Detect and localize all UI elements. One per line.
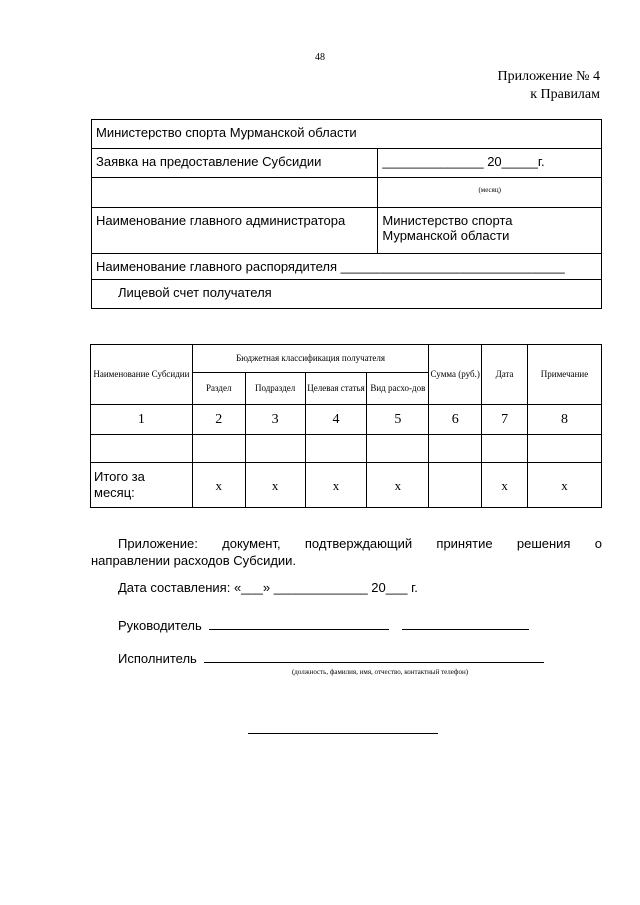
- attachment-line2: направлении расходов Субсидии.: [91, 553, 297, 568]
- attachment-paragraph: [91, 535, 602, 569]
- attachment-line1: Приложение: документ, подтверждающий принятие решения о: [118, 536, 602, 551]
- col-sum-header: Сумма (руб.): [429, 345, 482, 405]
- executor-underline: [204, 650, 544, 663]
- data-table: [90, 344, 602, 508]
- column-number: 7: [482, 405, 528, 435]
- total-mark: х: [528, 463, 602, 508]
- col-section-header: Раздел: [192, 373, 245, 405]
- col-name-header: Наименование Субсидии: [91, 345, 193, 405]
- head-line: [118, 617, 529, 633]
- empty-cell: [482, 435, 528, 463]
- empty-cell: [429, 435, 482, 463]
- column-number: 5: [367, 405, 429, 435]
- total-row: [91, 463, 602, 508]
- column-number: 2: [192, 405, 245, 435]
- main-admin-value-line1: Министерство спорта: [382, 213, 513, 228]
- date-line: Дата составления: «___» _____________ 20___ г.: [118, 580, 418, 595]
- main-admin-value-line2: Мурманской области: [382, 228, 510, 243]
- request-label: Заявка на предоставление Субсидии: [92, 149, 378, 178]
- request-date: ______________ 20_____г.: [378, 149, 602, 178]
- col-subsection-header: Подраздел: [245, 373, 305, 405]
- head-name-line: [402, 617, 529, 630]
- col-expense-type-header: Вид расхо-дов: [367, 373, 429, 405]
- separator-line: [248, 733, 438, 734]
- empty-cell: [92, 178, 378, 208]
- total-mark: х: [482, 463, 528, 508]
- total-label: Итого за месяц:: [91, 463, 193, 508]
- head-signature-line: [209, 617, 389, 630]
- empty-cell: [192, 435, 245, 463]
- appendix-line2: к Правилам: [530, 87, 600, 102]
- empty-cell: [305, 435, 367, 463]
- total-mark: х: [192, 463, 245, 508]
- ministry-cell: Министерство спорта Мурманской области: [92, 120, 602, 149]
- col-budget-header: Бюджетная классификация получателя: [192, 345, 428, 373]
- month-caption: (месяц): [378, 178, 602, 208]
- empty-cell: [91, 435, 193, 463]
- executor-caption: (должность, фамилия, имя, отчество, контактный телефон): [291, 668, 469, 676]
- head-label: Руководитель: [118, 618, 202, 633]
- total-mark: х: [367, 463, 429, 508]
- account-label: Лицевой счет получателя: [92, 280, 602, 309]
- total-mark: [429, 463, 482, 508]
- main-manager-label: Наименование главного распорядителя _______________________________: [92, 254, 602, 280]
- column-number: 1: [91, 405, 193, 435]
- col-date-header: Дата: [482, 345, 528, 405]
- total-mark: х: [245, 463, 305, 508]
- main-admin-label: Наименование главного администратора: [92, 208, 378, 254]
- empty-cell: [245, 435, 305, 463]
- empty-cell: [367, 435, 429, 463]
- empty-row: [91, 435, 602, 463]
- main-admin-value: [378, 208, 602, 254]
- executor-line: [118, 650, 544, 666]
- appendix-label: [498, 68, 601, 104]
- column-number: 4: [305, 405, 367, 435]
- total-mark: х: [305, 463, 367, 508]
- col-note-header: Примечание: [528, 345, 602, 405]
- header-table: [91, 119, 602, 309]
- page-number: 48: [315, 52, 325, 63]
- empty-cell: [528, 435, 602, 463]
- column-number: 3: [245, 405, 305, 435]
- column-number: 8: [528, 405, 602, 435]
- column-number: 6: [429, 405, 482, 435]
- executor-label: Исполнитель: [118, 651, 197, 666]
- appendix-line1: Приложение № 4: [497, 69, 600, 84]
- col-target-header: Целевая статья: [305, 373, 367, 405]
